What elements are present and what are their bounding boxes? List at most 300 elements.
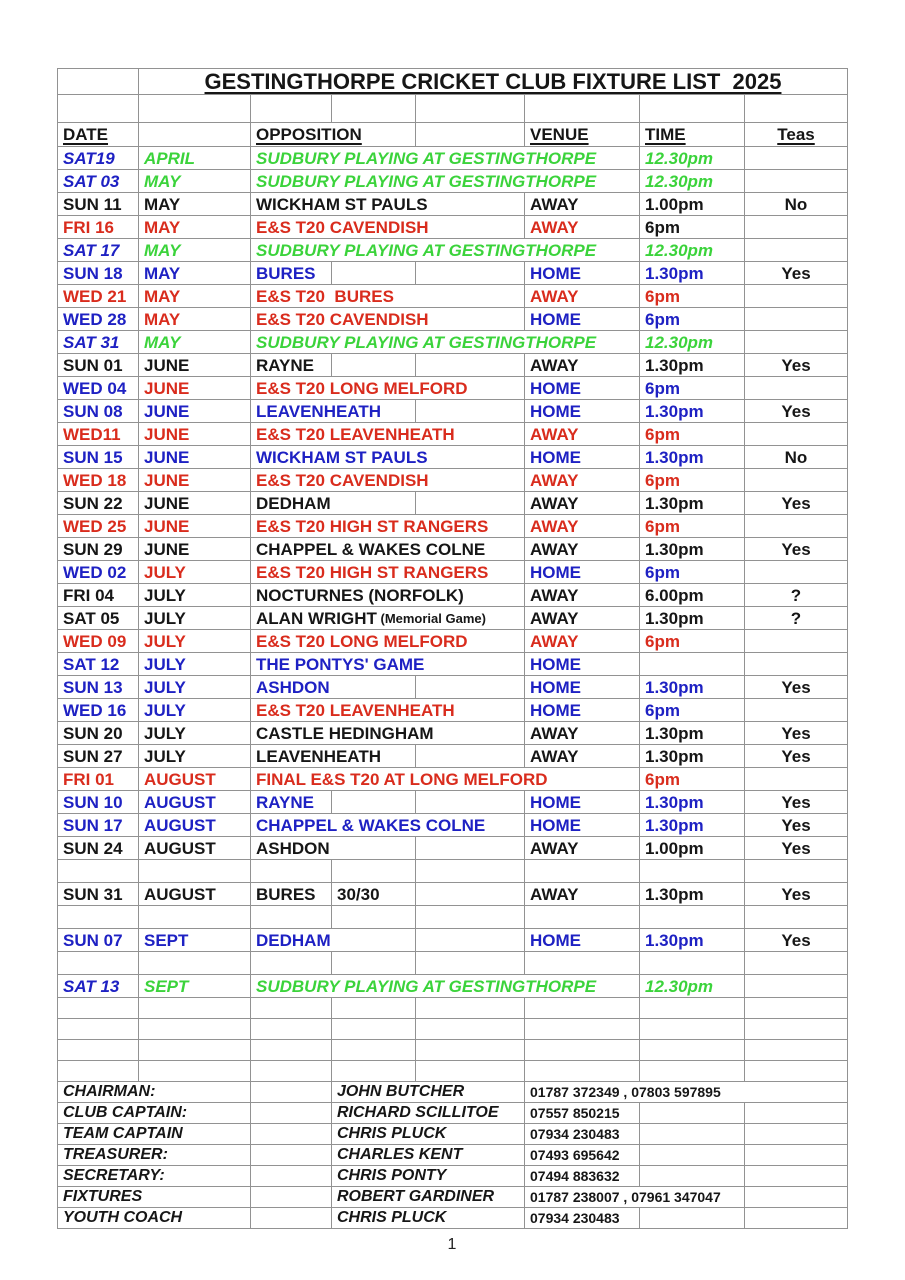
table-cell: HOME [525,676,640,699]
table-cell: WED 25 [58,515,139,538]
table-cell: JUNE [139,400,251,423]
table-cell [416,998,525,1019]
table-cell: SAT 05 [58,607,139,630]
table-cell: MAY [139,216,251,239]
table-cell: JULY [139,630,251,653]
table-cell [416,837,525,860]
table-cell [332,262,416,285]
table-cell: HOME [525,561,640,584]
spacer-row [58,1040,848,1061]
table-cell: SUDBURY PLAYING AT GESTINGTHORPE [251,239,640,262]
table-cell [525,860,640,883]
table-cell: CHRIS PLUCK [332,1124,525,1145]
table-cell: SUN 15 [58,446,139,469]
table-cell [416,1061,525,1082]
fixture-table [57,68,848,1229]
table-cell: E&S T20 LONG MELFORD [251,630,525,653]
table-cell [525,95,640,123]
table-cell: SEPT [139,975,251,998]
table-cell: FRI 01 [58,768,139,791]
table-cell: 12.30pm [640,170,745,193]
table-cell: WICKHAM ST PAULS [251,193,525,216]
table-cell [745,423,848,446]
spacer-row [58,906,848,929]
table-cell [416,860,525,883]
table-cell: WED 04 [58,377,139,400]
table-cell [640,1103,745,1124]
table-cell [745,377,848,400]
table-cell: AWAY [525,216,640,239]
table-cell: E&S T20 HIGH ST RANGERS [251,561,525,584]
table-cell: No [745,193,848,216]
table-cell [416,400,525,423]
table-cell [332,791,416,814]
table-cell [332,906,416,929]
table-cell [525,906,640,929]
table-cell [416,123,525,147]
table-cell: CASTLE HEDINGHAM [251,722,525,745]
table-cell: SUN 08 [58,400,139,423]
table-cell: JULY [139,699,251,722]
table-cell [745,331,848,354]
table-cell [58,998,139,1019]
table-cell: VENUE [525,123,640,147]
table-cell: 1.00pm [640,837,745,860]
table-cell: YOUTH COACH [58,1208,251,1229]
table-cell: HOME [525,377,640,400]
fixture-row [58,538,848,561]
table-cell: SUN 24 [58,837,139,860]
fixture-row [58,216,848,239]
table-cell: HOME [525,699,640,722]
table-cell: 6pm [640,561,745,584]
table-cell: 6pm [640,216,745,239]
fixture-row [58,768,848,791]
contact-row [58,1082,848,1103]
table-cell: 1.30pm [640,745,745,768]
fixture-row [58,722,848,745]
table-cell [139,860,251,883]
table-cell: SUN 29 [58,538,139,561]
table-cell: AUGUST [139,883,251,906]
fixture-row [58,423,848,446]
spacer-row [58,95,848,123]
table-cell: E&S T20 CAVENDISH [251,308,525,331]
table-cell: SAT 17 [58,239,139,262]
table-cell [416,745,525,768]
table-cell [745,1187,848,1208]
fixture-row [58,653,848,676]
table-cell: SAT19 [58,147,139,170]
table-cell [251,1124,332,1145]
table-cell: WED 02 [58,561,139,584]
table-cell: JULY [139,584,251,607]
fixture-row [58,883,848,906]
fixture-row [58,745,848,768]
table-cell: WED11 [58,423,139,446]
table-cell [332,998,416,1019]
table-cell: SUN 11 [58,193,139,216]
table-cell: JOHN BUTCHER [332,1082,525,1103]
table-cell: AUGUST [139,837,251,860]
table-cell: CLUB CAPTAIN: [58,1103,251,1124]
table-cell: Yes [745,929,848,952]
table-cell [525,998,640,1019]
table-cell: RAYNE [251,354,332,377]
spacer-row [58,952,848,975]
table-cell: E&S T20 LEAVENHEATH [251,699,525,722]
table-cell: AWAY [525,492,640,515]
table-cell: 12.30pm [640,331,745,354]
table-cell: AUGUST [139,814,251,837]
table-cell: WICKHAM ST PAULS [251,446,525,469]
table-cell [251,952,332,975]
fixture-row [58,791,848,814]
title-row [58,69,848,95]
fixture-row [58,975,848,998]
table-cell [332,95,416,123]
table-cell: MAY [139,193,251,216]
table-cell: WED 28 [58,308,139,331]
table-cell: JULY [139,722,251,745]
table-cell: 1.30pm [640,929,745,952]
table-cell [251,1040,332,1061]
table-cell: JUNE [139,377,251,400]
contact-row [58,1145,848,1166]
table-cell: Yes [745,837,848,860]
table-cell [251,1061,332,1082]
table-cell: AUGUST [139,791,251,814]
table-cell: 6.00pm [640,584,745,607]
spacer-row [58,860,848,883]
fixture-row [58,492,848,515]
table-cell: E&S T20 BURES [251,285,525,308]
table-cell: JUNE [139,492,251,515]
table-cell: AWAY [525,285,640,308]
table-cell [745,699,848,722]
spacer-row [58,1061,848,1082]
table-cell: 07493 695642 [525,1145,640,1166]
fixture-row [58,331,848,354]
table-cell: TEAM CAPTAIN [58,1124,251,1145]
table-cell [640,1061,745,1082]
table-cell: ALAN WRIGHT (Memorial Game) [251,607,525,630]
table-cell [525,1040,640,1061]
table-cell: 1.30pm [640,722,745,745]
table-cell [139,123,251,147]
table-cell [745,469,848,492]
table-cell: 1.30pm [640,791,745,814]
table-cell [251,1166,332,1187]
contact-row [58,1124,848,1145]
table-cell: 01787 238007 , 07961 347047 [525,1187,745,1208]
table-cell [745,1124,848,1145]
table-cell: CHRIS PONTY [332,1166,525,1187]
table-cell [251,1187,332,1208]
table-cell [745,975,848,998]
table-cell: 1.30pm [640,262,745,285]
table-cell [640,1124,745,1145]
table-cell: TIME [640,123,745,147]
table-cell [58,69,139,95]
table-cell: HOME [525,446,640,469]
table-cell: 1.30pm [640,676,745,699]
table-cell [745,653,848,676]
table-cell: 12.30pm [640,975,745,998]
table-cell [416,676,525,699]
table-cell: 1.00pm [640,193,745,216]
table-cell [58,95,139,123]
fixture-row [58,584,848,607]
table-cell: SUDBURY PLAYING AT GESTINGTHORPE [251,975,640,998]
table-cell: ROBERT GARDINER [332,1187,525,1208]
table-cell: DEDHAM [251,492,416,515]
table-cell [251,95,332,123]
table-cell: HOME [525,791,640,814]
fixture-row [58,446,848,469]
table-cell: SUN 10 [58,791,139,814]
table-cell [332,1061,416,1082]
table-cell: E&S T20 LONG MELFORD [251,377,525,400]
table-cell [251,906,332,929]
table-cell: MAY [139,285,251,308]
table-cell: Yes [745,745,848,768]
table-cell [525,1019,640,1040]
fixture-row [58,837,848,860]
table-cell [640,653,745,676]
table-cell [416,1019,525,1040]
table-cell: MAY [139,262,251,285]
table-cell: JUNE [139,354,251,377]
table-cell: 30/30 [332,883,416,906]
fixture-row [58,814,848,837]
table-cell: MAY [139,170,251,193]
table-cell: FRI 16 [58,216,139,239]
table-cell: CHAPPEL & WAKES COLNE [251,814,525,837]
table-cell: 12.30pm [640,239,745,262]
table-cell: OPPOSITION [251,123,416,147]
table-cell [58,860,139,883]
fixture-row [58,354,848,377]
table-cell [251,1208,332,1229]
contact-row [58,1187,848,1208]
table-cell: HOME [525,308,640,331]
table-cell [332,1019,416,1040]
table-cell: HOME [525,262,640,285]
table-cell [745,1061,848,1082]
fixture-row [58,193,848,216]
table-cell: LEAVENHEATH [251,745,416,768]
table-cell: FINAL E&S T20 AT LONG MELFORD [251,768,640,791]
table-cell: E&S T20 CAVENDISH [251,469,525,492]
table-cell [745,1040,848,1061]
table-cell [332,1040,416,1061]
table-cell: 6pm [640,377,745,400]
table-cell: HOME [525,400,640,423]
table-cell: 1.30pm [640,538,745,561]
table-cell [745,1103,848,1124]
table-cell: Yes [745,676,848,699]
table-cell: AWAY [525,469,640,492]
table-cell: 07557 850215 [525,1103,640,1124]
table-cell: AWAY [525,538,640,561]
table-cell: JUNE [139,538,251,561]
fixture-row [58,561,848,584]
table-cell [745,147,848,170]
fixture-row [58,285,848,308]
table-cell [416,492,525,515]
table-cell: AWAY [525,584,640,607]
table-cell [745,561,848,584]
table-cell: WED 21 [58,285,139,308]
table-cell: 07494 883632 [525,1166,640,1187]
fixture-row [58,400,848,423]
table-cell: Yes [745,883,848,906]
table-cell [745,1019,848,1040]
table-cell: FRI 04 [58,584,139,607]
table-cell: E&S T20 CAVENDISH [251,216,525,239]
table-cell [139,1019,251,1040]
table-cell [251,998,332,1019]
table-cell: AWAY [525,193,640,216]
table-cell: 6pm [640,699,745,722]
table-cell [58,1040,139,1061]
table-cell: AWAY [525,630,640,653]
table-cell: WED 09 [58,630,139,653]
table-cell: CHRIS PLUCK [332,1208,525,1229]
table-cell: AWAY [525,745,640,768]
table-cell [332,952,416,975]
table-cell: WED 18 [58,469,139,492]
table-cell: ? [745,584,848,607]
table-cell: HOME [525,929,640,952]
table-cell: Yes [745,538,848,561]
table-cell: RICHARD SCILLITOE [332,1103,525,1124]
table-cell: 1.30pm [640,607,745,630]
table-cell: Yes [745,791,848,814]
table-cell [416,1040,525,1061]
table-cell: 07934 230483 [525,1124,640,1145]
table-cell: TREASURER: [58,1145,251,1166]
table-cell: 6pm [640,768,745,791]
table-cell: MAY [139,308,251,331]
spacer-row [58,1019,848,1040]
table-cell [745,515,848,538]
table-cell [525,952,640,975]
table-cell [139,1040,251,1061]
table-cell: JULY [139,561,251,584]
table-cell: SAT 31 [58,331,139,354]
table-cell: AWAY [525,607,640,630]
table-cell: Yes [745,492,848,515]
table-cell [640,906,745,929]
table-cell [745,1208,848,1229]
table-cell: Yes [745,354,848,377]
table-cell: AWAY [525,354,640,377]
table-cell: 6pm [640,469,745,492]
table-cell: ? [745,607,848,630]
table-cell [745,95,848,123]
table-cell [745,216,848,239]
table-cell: MAY [139,331,251,354]
table-cell: SUN 17 [58,814,139,837]
table-cell: JUNE [139,515,251,538]
table-cell: AWAY [525,722,640,745]
table-cell: BURES [251,262,332,285]
table-cell: SUN 31 [58,883,139,906]
table-cell [139,1061,251,1082]
table-cell [58,952,139,975]
table-cell: 12.30pm [640,147,745,170]
table-cell: E&S T20 HIGH ST RANGERS [251,515,525,538]
table-cell: SUDBURY PLAYING AT GESTINGTHORPE [251,147,640,170]
table-cell [745,952,848,975]
table-cell: No [745,446,848,469]
table-cell: CHAPPEL & WAKES COLNE [251,538,525,561]
table-cell [745,998,848,1019]
table-cell: SUN 22 [58,492,139,515]
table-cell [58,906,139,929]
table-cell: DEDHAM [251,929,416,952]
fixture-row [58,262,848,285]
table-cell: 1.30pm [640,446,745,469]
table-cell [416,262,525,285]
table-cell [416,354,525,377]
table-cell: ASHDON [251,676,416,699]
table-cell: JULY [139,607,251,630]
table-cell [745,630,848,653]
table-cell: JUNE [139,446,251,469]
table-cell [640,95,745,123]
table-cell-note: (Memorial Game) [376,610,486,626]
table-cell [745,239,848,262]
table-cell [251,1145,332,1166]
table-cell: Yes [745,814,848,837]
table-cell [745,308,848,331]
table-cell: GESTINGTHORPE CRICKET CLUB FIXTURE LIST 2025 [139,69,848,95]
table-cell [251,860,332,883]
table-cell [525,1061,640,1082]
table-cell: JUNE [139,469,251,492]
table-cell: 07934 230483 [525,1208,640,1229]
table-cell: CHARLES KENT [332,1145,525,1166]
table-cell [416,952,525,975]
table-cell: 6pm [640,630,745,653]
table-cell: SUDBURY PLAYING AT GESTINGTHORPE [251,331,640,354]
table-cell: AUGUST [139,768,251,791]
table-cell [745,1145,848,1166]
fixture-row [58,515,848,538]
table-cell [139,95,251,123]
table-cell: 1.30pm [640,400,745,423]
table-cell: NOCTURNES (NORFOLK) [251,584,525,607]
contact-row [58,1166,848,1187]
table-cell: 6pm [640,423,745,446]
contact-row [58,1103,848,1124]
table-cell [251,1082,332,1103]
table-cell: 6pm [640,285,745,308]
table-cell: SAT 13 [58,975,139,998]
table-cell: AWAY [525,515,640,538]
table-cell [640,998,745,1019]
table-cell [416,929,525,952]
table-cell [58,1061,139,1082]
table-cell [745,285,848,308]
table-cell [745,906,848,929]
table-cell: ASHDON [251,837,416,860]
table-cell: 1.30pm [640,883,745,906]
table-cell: 6pm [640,308,745,331]
